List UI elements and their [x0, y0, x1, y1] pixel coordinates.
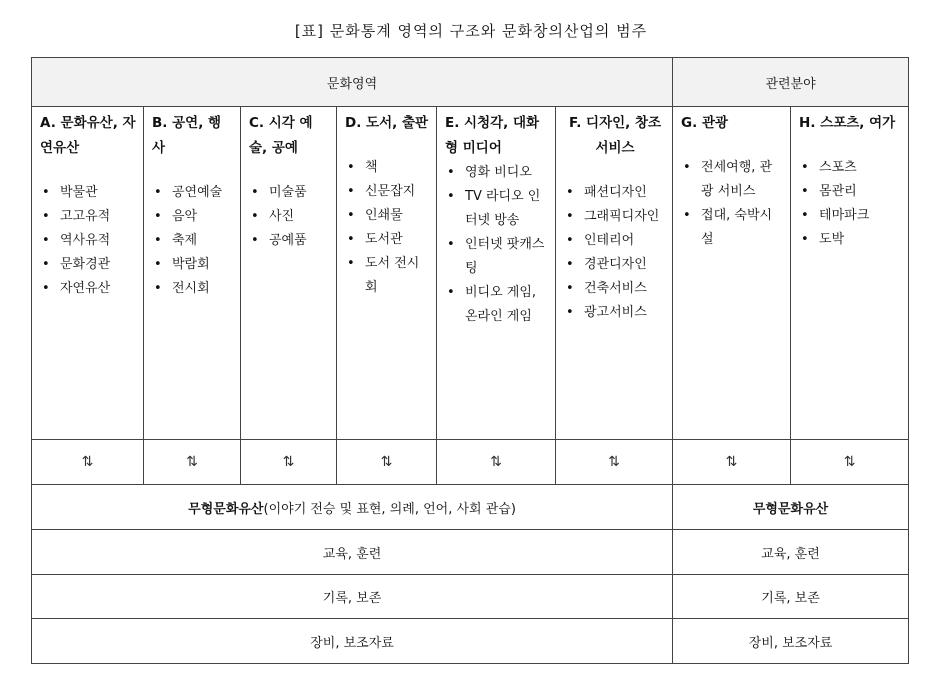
updown-arrow-icon: ⇅	[673, 440, 791, 485]
item-list	[152, 181, 234, 301]
list-item: • 접대, 숙박시설	[681, 204, 784, 252]
document-title: [표] 문화통계 영역의 구조와 문화창의산업의 범주	[294, 22, 648, 40]
list-item: • TV 라디오 인터넷 방송	[445, 185, 549, 233]
list-item: • 사진	[249, 205, 330, 229]
list-item: • 박람회	[152, 253, 234, 277]
item-list	[345, 156, 430, 300]
list-item: • 도박	[799, 228, 902, 252]
intangible-heritage-detail: (이야기 전승 및 표현, 의례, 언어, 사회 관습)	[263, 501, 516, 517]
updown-arrow-icon: ⇅	[337, 440, 437, 485]
item-list	[249, 181, 330, 253]
list-item: • 건축서비스	[564, 277, 666, 301]
category-g-cell	[673, 107, 791, 440]
list-item: • 문화경관	[40, 253, 137, 277]
updown-arrow-icon: ⇅	[144, 440, 241, 485]
list-item: • 테마파크	[799, 204, 902, 228]
category-title: C. 시각 예술, 공예	[249, 115, 313, 156]
list-item: • 책	[345, 156, 430, 180]
item-list	[445, 161, 549, 329]
item-list	[564, 181, 666, 325]
list-item: • 패션디자인	[564, 181, 666, 205]
list-item: • 스포츠	[799, 156, 902, 180]
category-title: B. 공연, 행사	[152, 115, 222, 156]
list-item: • 광고서비스	[564, 301, 666, 325]
list-item: • 경관디자인	[564, 253, 666, 277]
category-f-cell	[556, 107, 673, 440]
list-item: • 고고유적	[40, 205, 137, 229]
intangible-heritage-label: 무형문화유산	[188, 501, 264, 517]
category-title: D. 도서, 출판	[345, 115, 429, 131]
list-item: • 전시회	[152, 277, 234, 301]
education-related: 교육, 훈련	[673, 530, 909, 575]
category-a-cell	[32, 107, 144, 440]
intangible-heritage-row	[32, 485, 673, 530]
updown-arrow-icon: ⇅	[437, 440, 556, 485]
list-item: • 인터넷 팟캐스팅	[445, 233, 549, 281]
intangible-heritage-related-label: 무형문화유산	[752, 501, 829, 517]
list-item: • 영화 비디오	[445, 161, 549, 185]
item-list	[681, 156, 784, 252]
list-item: • 박물관	[40, 181, 137, 205]
list-item: • 인테리어	[564, 229, 666, 253]
category-h-cell	[791, 107, 909, 440]
list-item: • 비디오 게임, 온라인 게임	[445, 281, 549, 329]
header-related-domains: 관련분야	[673, 58, 909, 107]
list-item: • 그래픽디자인	[564, 205, 666, 229]
item-list	[40, 181, 137, 301]
equipment-related: 장비, 보조자료	[673, 619, 909, 664]
intangible-heritage-related	[673, 485, 909, 530]
culture-statistics-table	[31, 57, 909, 664]
list-item: • 미술품	[249, 181, 330, 205]
list-item: • 인쇄물	[345, 204, 430, 228]
category-c-cell	[241, 107, 337, 440]
category-title: H. 스포츠, 여가	[799, 115, 896, 131]
list-item: • 자연유산	[40, 277, 137, 301]
updown-arrow-icon: ⇅	[241, 440, 337, 485]
list-item: • 역사유적	[40, 229, 137, 253]
list-item: • 도서 전시회	[345, 252, 430, 300]
archiving-related: 기록, 보존	[673, 575, 909, 619]
item-list	[799, 156, 902, 252]
list-item: • 축제	[152, 229, 234, 253]
category-title: G. 관광	[681, 115, 729, 131]
category-e-cell	[437, 107, 556, 440]
archiving-row: 기록, 보존	[32, 575, 673, 619]
list-item: • 음악	[152, 205, 234, 229]
header-cultural-domains: 문화영역	[32, 58, 673, 107]
updown-arrow-icon: ⇅	[32, 440, 144, 485]
list-item: • 몸관리	[799, 180, 902, 204]
list-item: • 공예품	[249, 229, 330, 253]
education-row: 교육, 훈련	[32, 530, 673, 575]
list-item: • 전세여행, 관광 서비스	[681, 156, 784, 204]
category-title: F. 디자인, 창조서비스	[568, 115, 662, 156]
category-title: E. 시청각, 대화형 미디어	[445, 115, 540, 156]
category-title: A. 문화유산, 자연유산	[40, 115, 136, 156]
list-item: • 공연예술	[152, 181, 234, 205]
list-item: • 도서관	[345, 228, 430, 252]
updown-arrow-icon: ⇅	[556, 440, 673, 485]
equipment-row: 장비, 보조자료	[32, 619, 673, 664]
category-d-cell	[337, 107, 437, 440]
list-item: • 신문잡지	[345, 180, 430, 204]
category-b-cell	[144, 107, 241, 440]
updown-arrow-icon: ⇅	[791, 440, 909, 485]
